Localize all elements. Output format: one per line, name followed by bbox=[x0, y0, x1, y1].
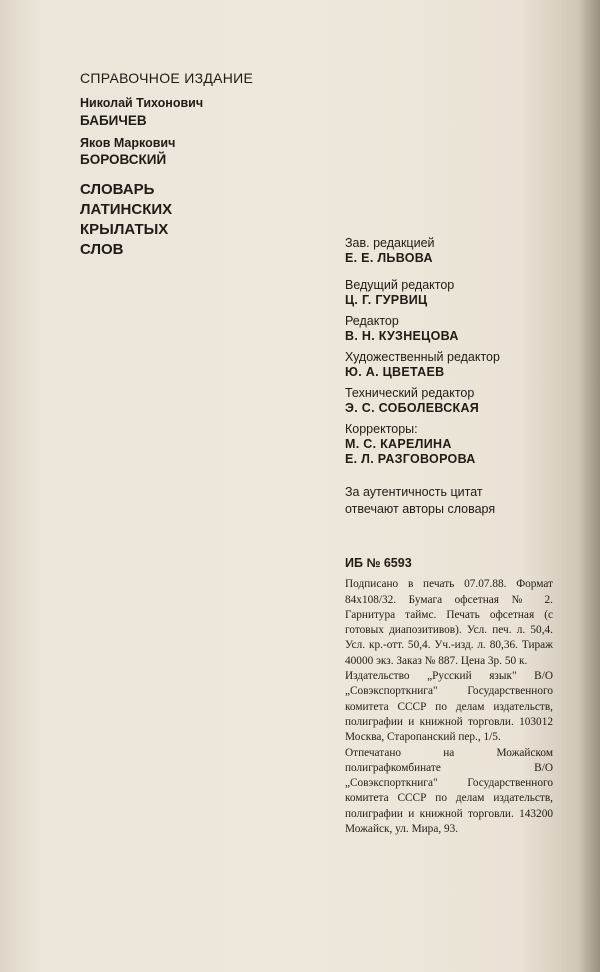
credit-role: Художественный редактор bbox=[345, 350, 500, 364]
authenticity-note bbox=[345, 484, 585, 518]
book-title-line-2: ЛАТИНСКИХ bbox=[80, 201, 173, 218]
book-title-line-1: СЛОВАРЬ bbox=[80, 181, 155, 198]
credit-role: Технический редактор bbox=[345, 386, 475, 400]
credit-name: Е. Л. РАЗГОВОРОВА bbox=[345, 452, 476, 466]
credit-role: Зав. редакцией bbox=[345, 236, 435, 250]
credit-entry bbox=[345, 422, 575, 467]
credit-entry bbox=[345, 236, 575, 266]
credit-role: Редактор bbox=[345, 314, 399, 328]
credit-name: Э. С. СОБОЛЕВСКАЯ bbox=[345, 401, 480, 415]
author-1-surname: БАБИЧЕВ bbox=[80, 113, 147, 128]
note-line-2: отвечают авторы словаря bbox=[345, 502, 496, 516]
credit-entry bbox=[345, 386, 575, 416]
credit-name: В. Н. КУЗНЕЦОВА bbox=[345, 329, 459, 343]
author-2-surname: БОРОВСКИЙ bbox=[80, 152, 167, 167]
credits-list bbox=[345, 236, 575, 473]
credit-role: Ведущий редактор bbox=[345, 278, 455, 292]
printer-info: Отпечатано на Можайском полиграфкомбинате В/О „Совэкспорткнига" Государственного комитета СССР по делам издательств, полиграфии и книжной торговли. 143200 Можайск, ул. Мира, 93. bbox=[345, 746, 553, 836]
imprint-block bbox=[345, 556, 553, 837]
credit-name: М. С. КАРЕЛИНА bbox=[345, 437, 452, 451]
publisher-info: Издательство „Русский язык" В/О „Совэкспорткнига" Государственного комитета СССР по делам издательств, полиграфии и книжной торговли. 103012 Москва, Старопанский пер., 1/5. bbox=[345, 670, 553, 744]
author-1-name: Николай Тихонович bbox=[80, 96, 204, 110]
credit-name: Ю. А. ЦВЕТАЕВ bbox=[345, 365, 445, 379]
credit-entry bbox=[345, 314, 575, 344]
credit-entry bbox=[345, 350, 575, 380]
book-title-line-3: КРЫЛАТЫХ bbox=[80, 221, 169, 238]
author-2-name: Яков Маркович bbox=[80, 136, 176, 150]
credit-entry bbox=[345, 278, 575, 308]
credit-name: Е. Е. ЛЬВОВА bbox=[345, 251, 433, 265]
credit-name: Ц. Г. ГУРВИЦ bbox=[345, 293, 428, 307]
series-label: СПРАВОЧНОЕ ИЗДАНИЕ bbox=[80, 70, 254, 86]
note-line-1: За аутентичность цитат bbox=[345, 485, 483, 499]
credit-role: Корректоры: bbox=[345, 422, 418, 436]
ib-number: ИБ № 6593 bbox=[345, 556, 412, 570]
print-info: Подписано в печать 07.07.88. Формат 84х108/32. Бумага офсетная № 2. Гарнитура таймс. Печать офсетная (с готовых диапозитивов). Усл. печ. л. 50,4. Усл. кр.-отт. 50,4. Уч.-изд. л. 80,36. Тираж 40000 экз. Заказ № 887. Цена 3р. 50 к. bbox=[345, 578, 553, 667]
book-title-line-4: СЛОВ bbox=[80, 241, 124, 258]
